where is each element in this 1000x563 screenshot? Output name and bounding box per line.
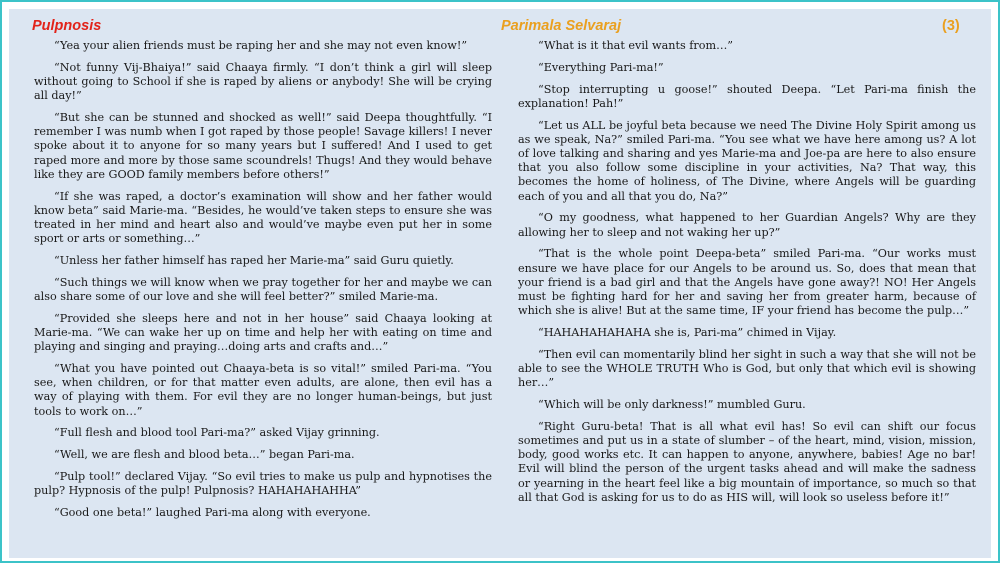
paragraph: “If she was raped, a doctor’s examination will show and her father would know beta” said Marie-ma. “Besides, he would’ve taken steps to ensure she was treated in her mind and heart also and would’ve maybe even put her in some sport or arts or something…” — [34, 189, 492, 246]
paragraph: “Everything Pari-ma!” — [538, 60, 664, 74]
paragraph: “Such things we will know when we pray together for her and maybe we can also share some of our love and she will feel better?” smiled Marie-ma. — [34, 275, 492, 304]
paragraph: “Which will be only darkness!” mumbled Guru. — [538, 398, 806, 412]
paragraph: “HAHAHAHAHAHA she is, Pari-ma” chimed in Vijay. — [538, 326, 837, 340]
paragraph: “But she can be stunned and shocked as well!” said Deepa thoughtfully. “I remember I was numb when I got raped by those people! Savage killers! I never spoke about it to anyone for so many years but I suffered! And I used to get raped more and more by those same scoundrels! Thugs! And they would behave like they are GOOD family members before others!” — [34, 111, 492, 181]
paragraph: “What you have pointed out Chaaya-beta is so vital!” smiled Pari-ma. “You see, when children, or for that matter even adults, are alone, then evil has a way of playing with them. For evil they are no longer human-beings, but just tools to work on…” — [34, 362, 492, 418]
paragraph: “Pulp tool!” declared Vijay. “So evil tries to make us pulp and hypnotises the pulp? Hypnosis of the pulp! Pulpnosis? HAHAHAHAHHA” — [34, 470, 492, 498]
paragraph: “What is it that evil wants from…” — [538, 39, 734, 52]
paragraph: “Provided she sleeps here and not in her house” said Chaaya looking at Marie-ma. “We can wake her up on time and help her with eating on time and playing and singing and praying…doing arts and crafts and…” — [34, 311, 492, 354]
paragraph: “Not funny Vij-Bhaiya!” said Chaaya firmly. “I don’t think a girl will sleep without going to School if she is raped by aliens or anybody! She will be crying all day!” — [34, 60, 492, 103]
paragraph: “Then evil can momentarily blind her sight in such a way that she will not be able to see the WHOLE TRUTH Who is God, but only that which evil is showing her…” — [518, 347, 976, 390]
paragraph: “Well, we are flesh and blood beta…” began Pari-ma. — [54, 448, 355, 462]
story-title: Pulpnosis — [32, 18, 102, 34]
author-name: Parimala Selvaraj — [501, 18, 622, 34]
paragraph: “Let us ALL be joyful beta because we need The Divine Holy Spirit among us as we speak, Na?” smiled Pari-ma. “You see what we have here among us? A lot of love talking and sharing and yes Marie-ma and Joe-pa are here to also ensure that you also follow some discipline in your activities, Na? That way, this becomes the home of holiness, of The Divine, where Angels will be guarding each of you and all that you do, Na?” — [518, 118, 976, 203]
paragraph: “O my goodness, what happened to her Guardian Angels? Why are they allowing her to sleep and not waking her up?” — [518, 211, 976, 239]
paragraph: “Yea your alien friends must be raping her and she may not even know!” — [54, 39, 468, 52]
paragraph: “That is the whole point Deepa-beta” smiled Pari-ma. “Our works must ensure we have place for our Angels to be around us. So, does that mean that your friend is a bad girl and that the Angels have gone away?! NO! Her Angels must be fighting hard for her and saving her from greater harm, because of which she is alive! But at the same time, IF your friend has become the pulp…” — [518, 247, 976, 318]
paragraph: “Right Guru-beta! That is all what evil has! So evil can shift our focus sometimes and put us in a state of slumber – of the heart, mind, vision, mission, body, good works etc. It can happen to anyone, anywhere, babies! Age no bar! Evil will blind the person of the urgent tasks ahead and will make the sadness or yearning in the heart feel like a big mountain of importance, so much so that all that God is asking for us to do as HIS will, will look so useless before it!” — [518, 419, 976, 504]
paragraph: “Stop interrupting u goose!” shouted Deepa. “Let Pari-ma finish the explanation! Pah!” — [518, 82, 976, 110]
left-column — [34, 39, 492, 528]
paragraph: “Unless her father himself has raped her Marie-ma” said Guru quietly. — [54, 254, 454, 268]
page-number: (3) — [942, 18, 960, 34]
paragraph: “Full flesh and blood tool Pari-ma?” asked Vijay grinning. — [54, 426, 380, 440]
paragraph: “Good one beta!” laughed Pari-ma along with everyone. — [54, 506, 371, 520]
right-column — [518, 39, 976, 513]
